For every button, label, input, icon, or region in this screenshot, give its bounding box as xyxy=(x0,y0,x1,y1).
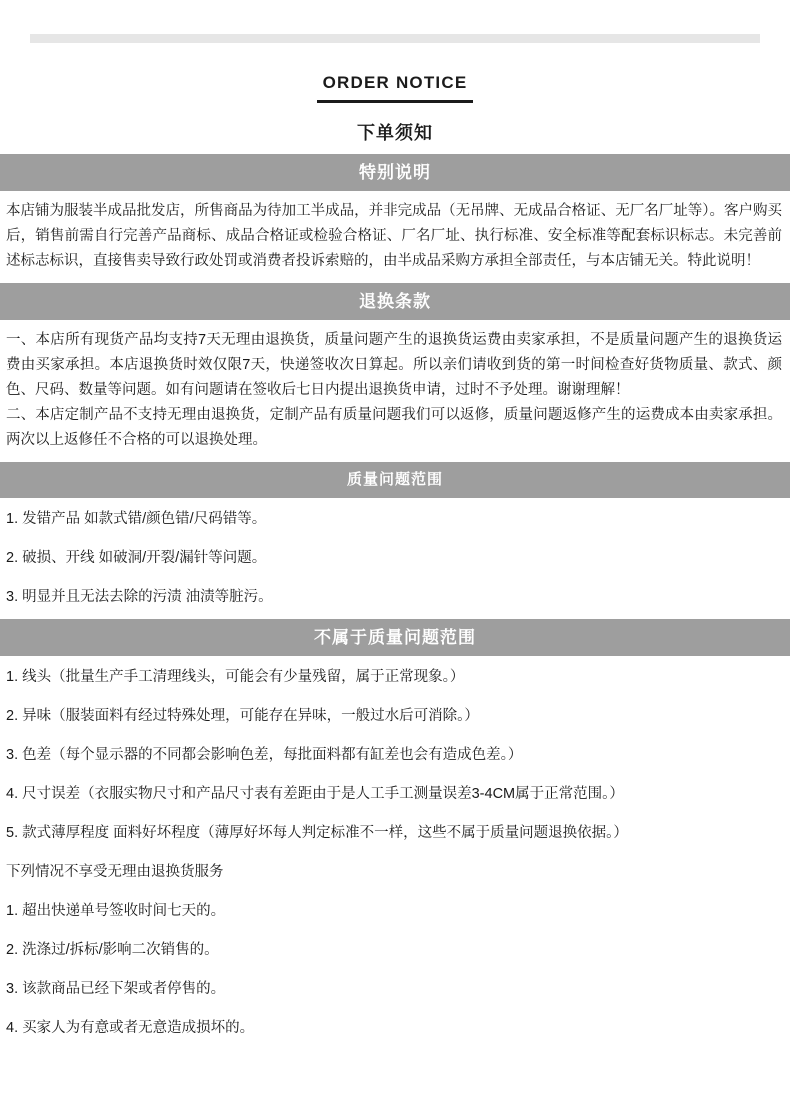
list-item: 2. 破损、开线 如破洞/开裂/漏针等问题。 xyxy=(6,550,267,566)
page-title-en: ORDER NOTICE xyxy=(322,73,468,92)
section-heading-quality-issue-scope: 质量问题范围 xyxy=(0,462,790,498)
list-item: 3. 该款商品已经下架或者停售的。 xyxy=(6,981,226,997)
list-item: 1. 超出快递单号签收时间七天的。 xyxy=(6,903,226,919)
list-item: 4. 尺寸误差（衣服实物尺寸和产品尺寸表有差距由于是人工手工测量误差3-4CM属于正常范围。） xyxy=(6,786,624,802)
title-underline xyxy=(317,100,473,103)
section-body-non-quality-issue-scope xyxy=(0,656,790,1065)
section-body-return-terms xyxy=(0,320,790,462)
list-item: 4. 买家人为有意或者无意造成损坏的。 xyxy=(6,1020,255,1036)
section-body-special-notice xyxy=(0,191,790,283)
section-body-quality-issue-scope xyxy=(0,498,790,619)
page-title-cn: 下单须知 xyxy=(357,123,433,143)
list-item: 1. 发错产品 如款式错/颜色错/尺码错等。 xyxy=(6,511,267,527)
spacer xyxy=(0,145,790,154)
paragraph: 一、本店所有现货产品均支持7天无理由退换货，质量问题产生的退换货运费由卖家承担，不是质量问题产生的退换货运费由买家承担。本店退换货时效仅限7天，快递签收次日算起。所以亲们请收到货的第一时间检查好货物质量、款式、颜色、尺码、数量等问题。如有问题请在签收后七日内提出退换货申请，过时不予处理。谢谢理解！ xyxy=(6,332,782,398)
section-heading-special-notice: 特别说明 xyxy=(0,154,790,191)
list-item: 3. 明显并且无法去除的污渍 油渍等脏污。 xyxy=(6,589,273,605)
list-item: 1. 线头（批量生产手工清理线头，可能会有少量残留，属于正常现象。） xyxy=(6,669,465,685)
list-item: 2. 异味（服装面料有经过特殊处理，可能存在异味，一般过水后可消除。） xyxy=(6,708,479,724)
document-title-block xyxy=(0,72,790,145)
paragraph: 二、本店定制产品不支持无理由退换货，定制产品有质量问题我们可以返修，质量问题返修产生的运费成本由卖家承担。两次以上返修任不合格的可以退换处理。 xyxy=(6,407,782,448)
section-heading-non-quality-issue-scope: 不属于质量问题范围 xyxy=(0,619,790,656)
paragraph: 本店铺为服装半成品批发店，所售商品为待加工半成品，并非完成品（无吊牌、无成品合格证、无厂名厂址等）。客户购买后，销售前需自行完善产品商标、成品合格证或检验合格证、厂名厂址、执行标准、安全标准等配套标识标志。未完善前述标志标识，直接售卖导致行政处罚或消费者投诉索赔的，由半成品采购方承担全部责任，与本店铺无关。特此说明！ xyxy=(6,203,782,269)
list-item: 5. 款式薄厚程度 面料好坏程度（薄厚好坏每人判定标准不一样，这些不属于质量问题退换依据。） xyxy=(6,825,628,841)
list-item: 3. 色差（每个显示器的不同都会影响色差，每批面料都有缸差也会有造成色差。） xyxy=(6,747,523,763)
no-reason-return-note: 下列情况不享受无理由退换货服务 xyxy=(6,864,224,880)
top-decorative-bar xyxy=(30,34,760,43)
section-heading-return-terms: 退换条款 xyxy=(0,283,790,320)
list-item: 2. 洗涤过/拆标/影响二次销售的。 xyxy=(6,942,219,958)
